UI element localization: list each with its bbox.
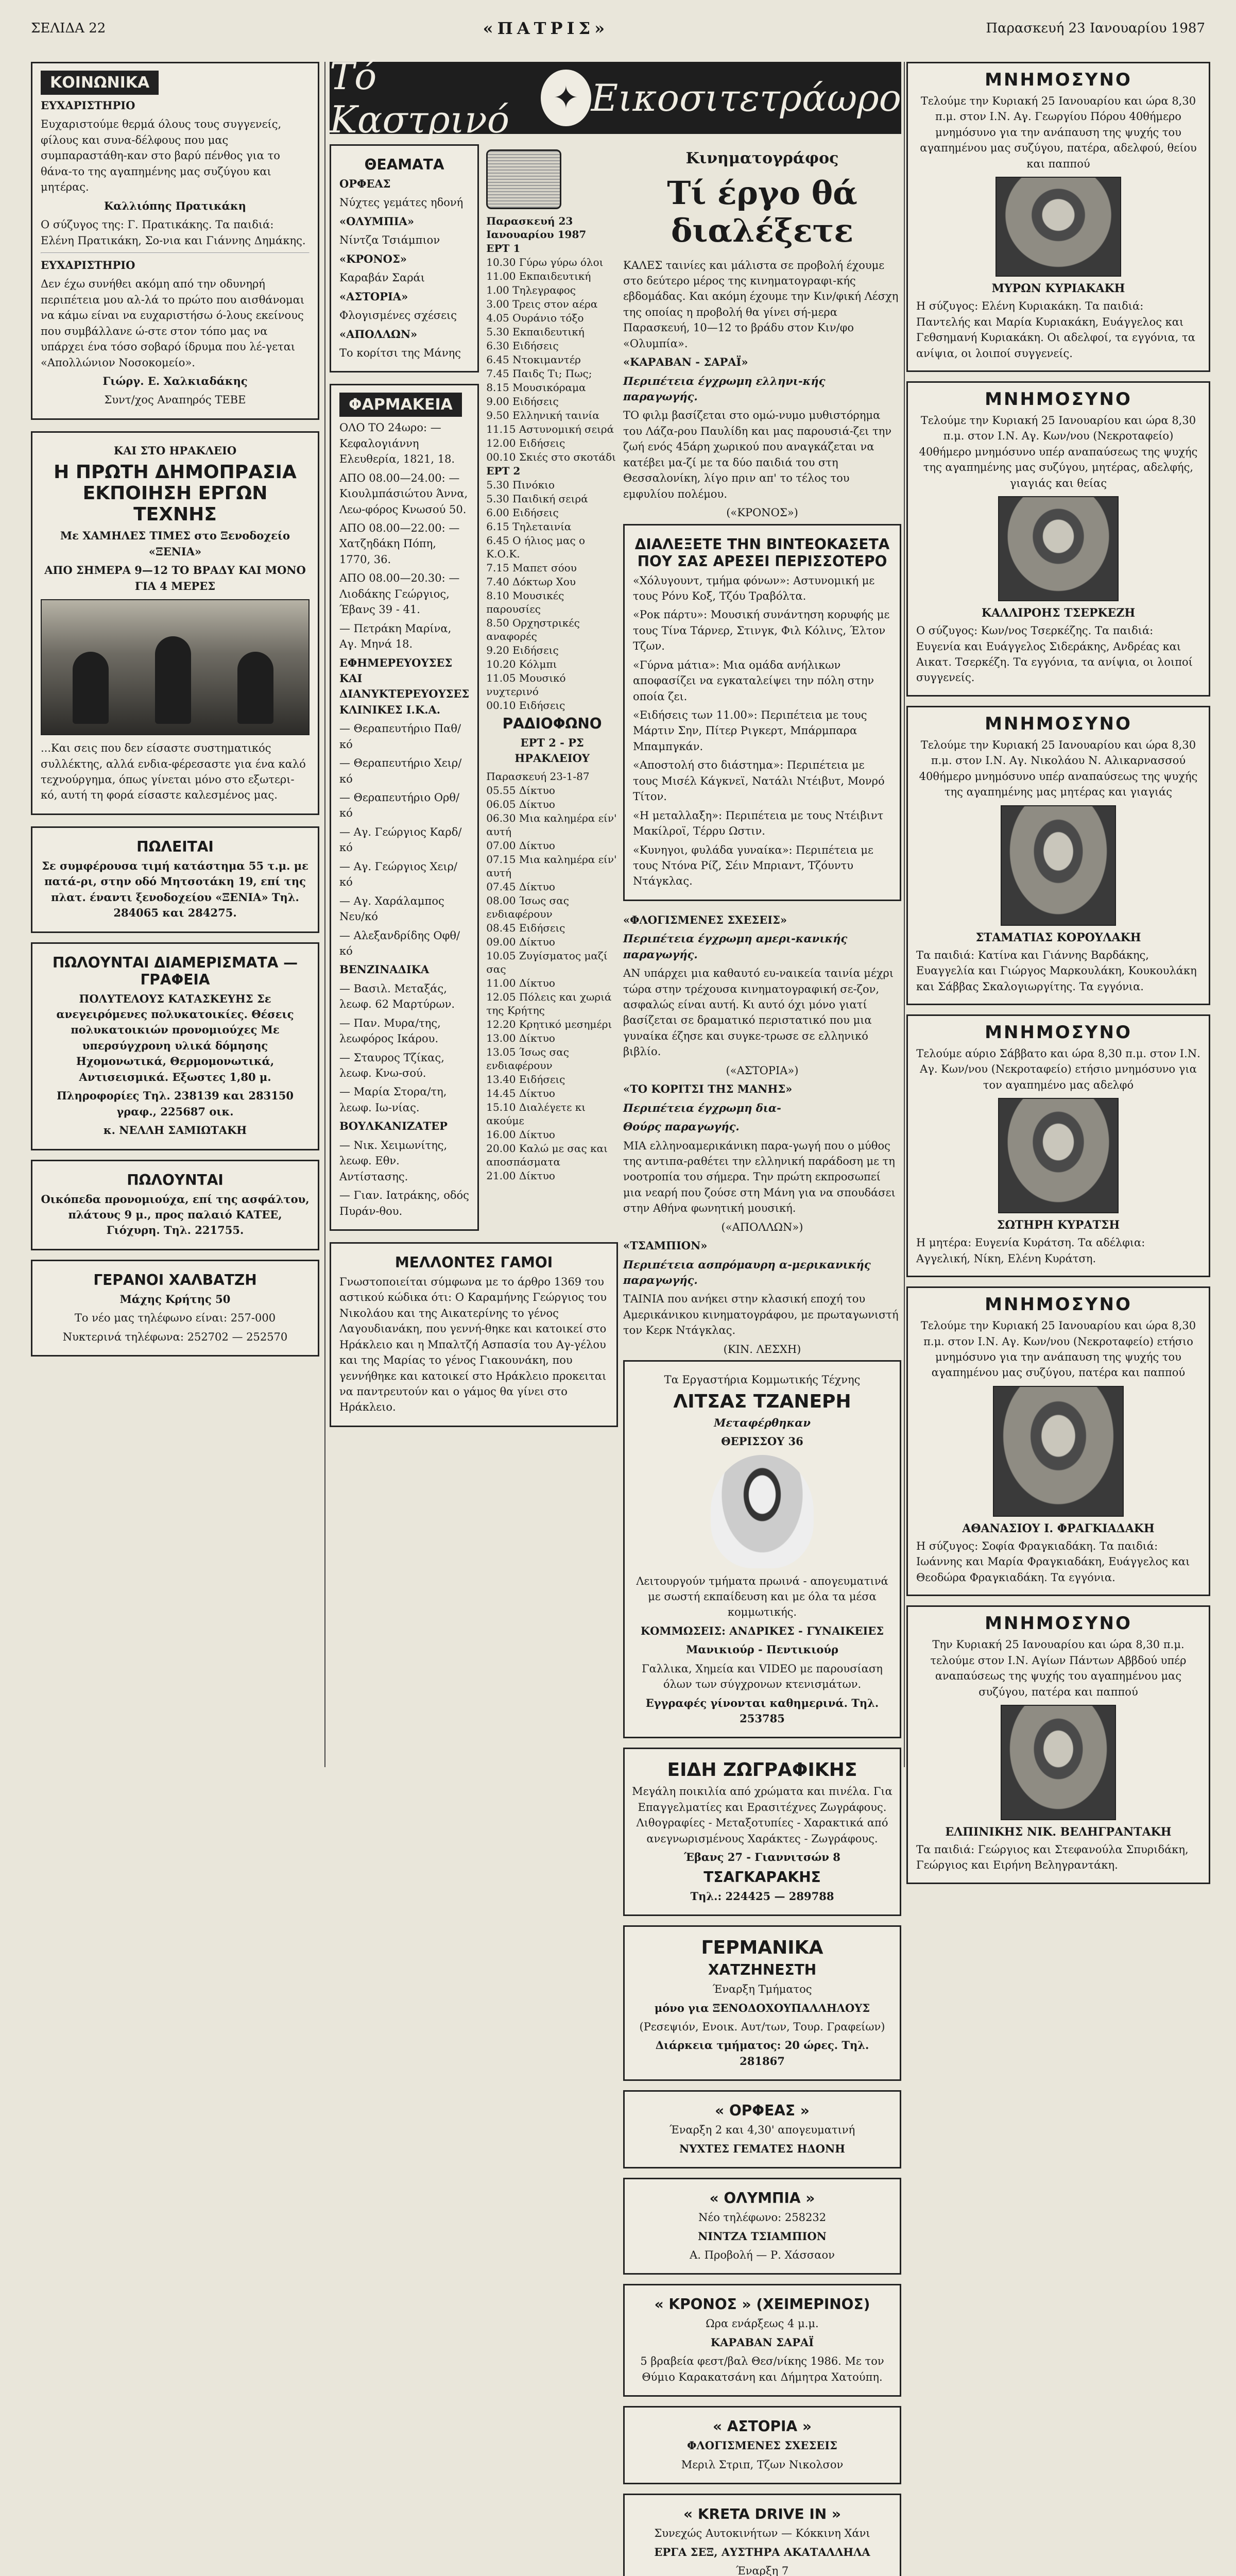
radio-subtitle: ΕΡΤ 2 - ΡΣ ΗΡΑΚΛΕΙΟΥ	[514, 736, 590, 765]
ad-kicker: Τα Εργαστήρια Κομμωτικής Τέχνης	[664, 1374, 861, 1386]
radio-title: ΡΑΔΙΟΦΩΝΟ	[502, 715, 602, 732]
tv-item: 8.15 Μουσικόραμα	[486, 381, 586, 394]
ad-text: μόνο για ΞΕΝΟΔΟΧΟΥΠΑΛΛΗΛΟΥΣ	[654, 2001, 870, 2014]
thanks-text: Ευχαριστούμε θερμά όλους τους συγγενείς, φίλους και συνα-δέλφους που μας συμπαραστάθη-καν στο βαρύ πένθος για το θάνα-το της αγαπημένης μας συζύγου και μητέρας.	[41, 118, 282, 194]
radio-item: 16.00 Δίκτυο	[486, 1128, 555, 1141]
ert1-label: ΕΡΤ 1	[486, 242, 521, 255]
memorial-text: Τελούμε την Κυριακή 25 Ιανουαρίου και ώρα 8,30 π.μ. στον Ι.Ν. Αγ. Κων/νου (Νεκροταφείο) ετήσιο μνημόσυνο για την ανάπαυση της ψυχής του αγαπημένου μας συζύγου, πατέρα και παππού	[920, 1319, 1196, 1379]
radio-item: 21.00 Δίκτυο	[486, 1169, 555, 1182]
sale-ad	[31, 826, 319, 933]
tv-item: 7.40 Δόκτωρ Χου	[486, 575, 576, 588]
video-item: «Ειδήσεις των 11.00»: Περιπέτεια με τους Μάρτιν Σην, Πίτερ Ριγκερτ, Μπάρμπαρα Μπαμπγκάν.	[633, 709, 867, 753]
memorial-family: Ο σύζυγος: Κων/νος Τσερκέζης. Τα παιδιά: Ευγενία και Ευάγγελος Σιδεράκης, Ανδρέας και Αικατ. Τσερκέζη. Τα εγγόνια, τα ανίψια, οι λοιποί συγγενείς.	[916, 624, 1193, 684]
radio-item: 12.20 Κρητικό μεσημέρι	[486, 1018, 612, 1030]
ad-phone: Εγγραφές γίνονται καθημερινά. Τηλ. 253785	[645, 1696, 879, 1725]
ad-moved: Μεταφέρθηκαν	[714, 1416, 811, 1429]
ad-text: Μανικιούρ - Πεντικιούρ	[686, 1643, 838, 1656]
auction-photo	[41, 599, 310, 735]
page-number: ΣΕΛΙΔΑ 22	[31, 21, 106, 36]
cinema-ad	[623, 2406, 901, 2484]
tv-item: 1.00 Τηλεγραφος	[486, 284, 576, 296]
memorial-name: ΕΛΠΙΝΙΚΗΣ ΝΙΚ. ΒΕΛΗΓΡΑΝΤΑΚΗ	[945, 1825, 1172, 1839]
auction-subtitle: Με ΧΑΜΗΛΕΣ ΤΙΜΕΣ στο Ξενοδοχείο «ΞΕΝΙΑ»	[60, 529, 290, 558]
memorial-title: ΜΝΗΜΟΣΥΝΟ	[985, 713, 1132, 734]
video-item: «Χόλυγουντ, τμήμα φόνων»: Αστυνομική με τους Ρόνυ Κοξ, Τζόυ Τραβόλτα.	[633, 574, 875, 602]
tv-banner	[330, 55, 901, 141]
video-title: ΔΙΑΛΕΞΕΤΕ ΤΗΝ ΒΙΝΤΕΟΚΑΣΕΤΑ ΠΟΥ ΣΑΣ ΑΡΕΣΕΙ ΠΕΡΙΣΣΟΤΕΡΟ	[634, 535, 890, 570]
auction-dates: ΑΠΟ ΣΗΜΕΡΑ 9—12 ΤΟ ΒΡΑΔΥ ΚΑΙ ΜΟΝΟ ΓΙΑ 4 ΜΕΡΕΣ	[44, 564, 306, 592]
article-sub: Περιπέτεια ασπρόμαυρη α-μερικανικής παραγωγής.	[623, 1258, 871, 1286]
fuel-item: — Παν. Μυρα/της, λεωφόρος Ικάρου.	[339, 1016, 441, 1045]
radio-item: 13.00 Δίκτυο	[486, 1031, 555, 1044]
article-sub: Θούρς παραγωγής.	[623, 1120, 740, 1133]
film-title: Νύχτες γεμάτες ηδονή	[339, 196, 464, 209]
cinema-ad	[623, 2090, 901, 2168]
radio-item: 20.00 Καλώ με σας και αποσπάσματα	[486, 1142, 608, 1168]
section-title: ΚΟΙΝΩΝΙΚΑ	[41, 71, 159, 95]
radio-item: 11.00 Δίκτυο	[486, 976, 555, 989]
ad-title: ΛΙΤΣΑΣ ΤΖΑΝΕΡΗ	[673, 1391, 851, 1412]
pharmacy-item: — Πετράκη Μαρίνα, Αγ. Μηνά 18.	[339, 622, 452, 651]
theatre-name: ΟΡΦΕΑΣ	[339, 177, 391, 190]
memorial-notice	[906, 381, 1210, 697]
cinema-kicker: Κινηματογράφος	[685, 149, 839, 167]
fuel-item: — Σταυρος Τζίκας, λεωφ. Κνω-σού.	[339, 1051, 444, 1079]
tv-item: 11.15 Αστυνομική σειρά	[486, 423, 614, 435]
tv-item: 6.00 Ειδήσεις	[486, 506, 559, 519]
theatres-box	[330, 144, 479, 372]
ad-title: ΓΕΡΜΑΝΙΚΑ	[701, 1937, 823, 1959]
review-text: ΤΟ φιλμ βασίζεται στο ομώ-νυμο μυθιστόρημα του Λάζα-ρου Παυλίδη και μας παρουσιά-ζει την ζωή ενός 45άρη χωρικού που αναγκάζεται να κατέβει μα-ζί με τα δύο παιδιά του στη Θεσσαλονίκη, λίγο πριν απ' το τέλος του εμφυλίου πολέμου.	[623, 409, 892, 500]
vulc-item: — Γιαν. Ιατράκης, οδός Πυράν-θου.	[339, 1189, 469, 1217]
clock-figure	[73, 652, 109, 724]
vulc-item: — Νικ. Χειμωνίτης, λεωφ. Εθν. Αντίστασης.	[339, 1139, 448, 1183]
radio-date: Παρασκευή 23-1-87	[486, 770, 590, 783]
column-social	[31, 62, 319, 1772]
auction-kicker: ΚΑΙ ΣΤΟ ΗΡΑΚΛΕΙΟ	[113, 444, 237, 457]
review-sub: Περιπέτεια έγχρωμη αμερι-κανικής παραγωγής.	[623, 932, 848, 961]
cinema-line: ΝΙΝΤΖΑ ΤΣΙΑΜΠΙΟΝ	[698, 2229, 827, 2243]
ert2-label: ΕΡΤ 2	[486, 465, 521, 477]
review-title: «ΦΛΟΓΙΣΜΕΝΕΣ ΣΧΕΣΕΙΣ»	[623, 913, 787, 926]
tv-item: 6.30 Ειδήσεις	[486, 340, 559, 352]
tv-item: 8.10 Μουσικές παρουσίες	[486, 589, 564, 615]
portrait-photo	[995, 177, 1121, 277]
video-list	[623, 524, 901, 901]
radio-item: 07.00 Δίκτυο	[486, 839, 555, 852]
memorial-family: Η σύζυγος: Σοφία Φραγκιαδάκη. Τα παιδιά: Ιωάννης και Μαρία Φραγκιαδάκη, Ευάγγελος και Θεοδώρα Φραγκιαδάκη. Τα εγγόνια.	[916, 1539, 1190, 1584]
tv-item: 11.00 Εκπαιδευτική	[486, 270, 591, 282]
tv-item: 8.50 Ορχηστρικές αναφορές	[486, 617, 580, 642]
tv-item: 5.30 Πινόκιο	[486, 479, 555, 491]
radio-item: 08.45 Ειδήσεις	[486, 921, 565, 934]
cinema-line: Συνεχώς Αυτοκινήτων — Κόκκινη Χάνι	[654, 2527, 870, 2540]
tv-item: 10.20 Κόλμπι	[486, 658, 557, 670]
memorial-name: ΚΑΛΛΙΡΟΗΣ ΤΣΕΡΚΕΖΗ	[981, 606, 1136, 620]
ad-text: Έναρξη Τμήματος	[712, 1983, 812, 1996]
tv-item: 11.05 Μουσικό νυχτερινό	[486, 672, 566, 698]
tv-item: 9.20 Ειδήσεις	[486, 644, 559, 656]
portrait-photo	[998, 496, 1119, 601]
auction-text: ...Και σεις που δεν είσαστε συστηματικός συλλέκτης, αλλά ενδια-φέρεσαστε για ένα καλό τεχνούργημα, όπως γίνεται μόνο στο εξωτερι-κό, αυτή τη φορά είσαστε καλεσμένος μας.	[41, 742, 306, 802]
article-title: «ΤΣΑΜΠΙΟΝ»	[623, 1239, 708, 1252]
radio-item: 08.00 Ίσως σας ενδιαφέρουν	[486, 894, 569, 920]
ad-text: ΠΟΛΥΤΕΛΟΥΣ ΚΑΤΑΣΚΕΥΗΣ Σε ανεγειρόμενες πολυκατοικίες. Θέσεις πολυκατοικιών προνομιούχες Με υπερσύγχρονη υλικά δόμησης Ηχομονωτικά, Θερμομονωτικά, Αντισεισμικά. Εξωστες 1,80 μ.	[56, 992, 294, 1083]
theatres-title: ΘΕΑΜΑΤΑ	[364, 156, 444, 173]
ika-item: — Αγ. Γεώργιος Καρδ/κό	[339, 825, 462, 854]
thanks-text: Δεν έχω συνήθει ακόμη από την οδυνηρή περιπέτεια μου αλ-λά το πρώτο που αισθάνομαι να κάμω είναι να ευχαριστήσω ό-λους εκείνους που συμβάλλανε ώ-στε στον τόπο μας να υπάρχει ένα τόσο σοβαρό ίδρυμα που λέ-γεται «Απολλώνιον Νοσοκομείο».	[41, 278, 305, 369]
ad-text: Γαλλικα, Χημεία και VIDEO με παρουσίαση όλων των σύγχρονων κτενισμάτων.	[642, 1662, 883, 1691]
cinema-name: « ΟΡΦΕΑΣ »	[715, 2102, 810, 2120]
cinema-title: Τί έργο θά διαλέξετε	[667, 174, 857, 249]
portrait-photo	[993, 1386, 1124, 1517]
cinema-line: Ωρα ενάρξεως 4 μ.μ.	[706, 2317, 819, 2330]
ad-name: κ. ΝΕΛΛΗ ΣΑΜΙΩΤΑΚΗ	[103, 1124, 247, 1137]
ad-contact: Πληροφορίες Τηλ. 238139 και 283150 γραφ., 225687 οικ.	[56, 1089, 294, 1118]
ad-day-phone: Το νέο μας τηλέφωνο είναι: 257-000	[74, 1312, 276, 1325]
ika-title: ΕΦΗΜΕΡΕΥΟΥΣΕΣ ΚΑΙ ΔΙΑΝΥΚΤΕΡΕΥΟΥΣΕΣ ΚΛΙΝΙΚΕΣ Ι.Κ.Α.	[339, 656, 470, 716]
tv-set-icon	[486, 149, 561, 209]
tv-item: 5.30 Εκπαιδευτική	[486, 326, 585, 338]
radio-item: 12.05 Πόλεις και χωριά της Κρήτης	[486, 990, 612, 1016]
cinema-name: « ΑΣΤΟΡΙΑ »	[713, 2418, 812, 2435]
memorial-title: ΜΝΗΜΟΣΥΝΟ	[985, 1613, 1132, 1634]
memorial-text: Την Κυριακή 25 Ιανουαρίου και ώρα 8,30 π.μ. τελούμε στον Ι.Ν. Αγίων Πάντων Αββδού υπέρ αναπαύσεως της ψυχής του αγαπημένου μας συζύγου, πατέρα και παππού	[930, 1638, 1187, 1698]
cranes-ad	[31, 1260, 319, 1357]
memorial-text: Τελούμε την Κυριακή 25 Ιανουαρίου και ώρα 8,30 π.μ. στον Ι.Ν. Αγ. Γεωργίου Πόρου 40θήμερο μνημόσυνο για την ανάπαυση της ψυχής του αγαπημένου μας συζύγου, πατέρα, αδελφού, θείου και παππού	[920, 95, 1197, 170]
ad-address: Έβανς 27 - Γιαννιτσών 8	[684, 1851, 840, 1864]
theatre-name: «ΑΣΤΟΡΙΑ»	[339, 290, 408, 303]
ad-night-phone: Νυκτερινά τηλέφωνα: 252702 — 252570	[62, 1330, 288, 1343]
tv-item: 6.15 Τηλεταινία	[486, 520, 572, 533]
apartments-ad	[31, 942, 319, 1150]
article-venue: («ΑΠΟΛΛΩΝ»)	[721, 1221, 803, 1233]
ad-address: Μάχης Κρήτης 50	[119, 1292, 231, 1306]
radio-item: 07.15 Μια καλημέρα είν' αυτή	[486, 853, 617, 879]
radio-item: 10.05 Ζυγίσματος μαζί σας	[486, 949, 608, 975]
review-sub: Περιπέτεια έγχρωμη ελληνι-κής παραγωγής.	[623, 374, 826, 403]
cinema-line: Έναρξη 2 και 4,30' απογευματινή	[669, 2124, 855, 2137]
woman-portrait-icon	[711, 1455, 814, 1568]
thanks-family: Ο σύζυγος της: Γ. Πρατικάκης. Τα παιδιά: Ελένη Πρατικάκη, Σο-νια και Γιάννης Δημάκης.	[41, 218, 306, 247]
ika-item: — Αγ. Χαράλαμπος Νευ/κό	[339, 894, 444, 923]
ad-phone: Τηλ.: 224425 — 289788	[690, 1889, 834, 1903]
ad-address: ΘΕΡΙΣΣΟΥ 36	[721, 1435, 803, 1448]
wedding-box	[330, 1242, 618, 1427]
clock-figure	[155, 636, 191, 724]
tv-date: Παρασκευή 23 Ιανουαρίου 1987	[486, 215, 587, 241]
radio-item: 13.40 Ειδήσεις	[486, 1073, 565, 1086]
memorial-name: ΣΩΤΗΡΗ ΚΥΡΑΤΣΗ	[997, 1218, 1120, 1232]
thanks-title: ΕΥΧΑΡΙΣΤΗΡΙΟ	[41, 258, 135, 272]
newspaper-name: «ΠΑΤΡΙΣ»	[483, 19, 609, 38]
ad-title: ΠΩΛΟΥΝΤΑΙ ΔΙΑΜΕΡΙΣΜΑΤΑ — ΓΡΑΦΕΙΑ	[52, 954, 298, 988]
cinema-line: ΦΛΟΓΙΣΜΕΝΕΣ ΣΧΕΣΕΙΣ	[687, 2439, 837, 2452]
ad-text: Οικόπεδα προνομιούχα, επί της ασφάλτου, πλάτους 9 μ., προς παλαιό ΚΑΤΕΕ, Γιόχυρη. Τηλ. 221755.	[41, 1192, 310, 1237]
memorial-family: Τα παιδιά: Κατίνα και Γιάννης Βαρδάκης, Ευαγγελία και Γιώργος Μαρκουλάκη, Κουκουλάκη και Σάββας Σκαλογιωργίτης. Τα εγγόνια.	[916, 948, 1197, 993]
ad-text: Μεγάλη ποικιλία από χρώματα και πινέλα. Για Επαγγελματίες και Ερασιτέχνες Ζωγράφους. Λιθογραφίες - Μεταξοτυπίες - Χαρακτικά από ανεγνωρισμένους Χαράκτες - Ζωγράφους.	[632, 1785, 892, 1845]
ad-text: Σε συμφέρουσα τιμή κατάστημα 55 τ.μ. με πατά-ρι, στην οδό Μητσοτάκη 19, επί της πλατ. έναντι ξενοδοχείου «ΞΕΝΙΑ» Τηλ. 284065 και 284275.	[42, 859, 308, 920]
tv-item: 00.10 Ειδήσεις	[486, 699, 565, 711]
tv-item: 4.05 Ουράνιο τόξο	[486, 312, 584, 324]
memorial-name: ΜΥΡΩΝ ΚΥΡΙΑΚΑΚΗ	[991, 282, 1125, 296]
radio-item: 07.45 Δίκτυο	[486, 880, 555, 893]
wedding-title: ΜΕΛΛΟΝΤΕΣ ΓΑΜΟΙ	[394, 1253, 553, 1271]
article-venue: (ΚΙΝ. ΛΕΣΧΗ)	[723, 1343, 801, 1355]
radio-item: 09.00 Δίκτυο	[486, 935, 555, 948]
pharmacy-item: ΟΛΟ ΤΟ 24ωρο: — Κεφαλογιάννη Ελευθερία, 1821, 18.	[339, 421, 455, 466]
tv-item: 6.45 Ο ήλιος μας ο Κ.Ο.Κ.	[486, 534, 586, 560]
tv-item: 9.00 Ειδήσεις	[486, 395, 559, 408]
ad-title: ΕΙΔΗ ΖΩΓΡΑΦΙΚΗΣ	[667, 1759, 857, 1781]
memorial-title: ΜΝΗΜΟΣΥΝΟ	[985, 388, 1132, 410]
fuel-item: — Βασιλ. Μεταξάς, λεωφ. 62 Μαρτύρων.	[339, 982, 455, 1011]
review-sub: Περιπέτεια έγχρωμη δια-	[623, 1101, 781, 1114]
tv-item: 7.45 Παιδς Τι; Πως;	[486, 367, 592, 380]
article-text: ΜΙΑ ελληνοαμερικάνικη παρα-γωγή που ο μύθος της αντιπα-ραθέτει την ελληνική παράδοση με τη νοοτροπία του σήμερα. Την πρώτη εκπροσωπεί μια νεαρή που ζούσε στη Μάνη για να σπουδάσει στην Αθήνα φωνητική μουσική.	[623, 1139, 896, 1215]
memorial-notice	[906, 1286, 1210, 1596]
radio-item: 05.55 Δίκτυο	[486, 784, 555, 796]
ad-text: (Ρεσεψιόν, Ενοικ. Αυτ/των, Τουρ. Γραφείων)	[639, 2020, 885, 2033]
ad-name: ΧΑΤΖΗΝΕΣΤΗ	[708, 1961, 817, 1979]
memorial-text: Τελούμε την Κυριακή 25 Ιανουαρίου και ώρα 8,30 π.μ. στον Ι.Ν. Αγ. Νικολάου Ν. Αλικαρνασσού 40θήμερο μνημόσυνο υπέρ αναπαύσεως της ψυχής της αγαπημένης μας μητέρας και γιαγιάς	[919, 738, 1198, 799]
fuel-title: ΒΕΝΖΙΝΑΔΙΚΑ	[339, 963, 430, 976]
memorial-notice	[906, 1605, 1210, 1884]
pharmacy-item: ΑΠΟ 08.00—24.00: — Κιουλμπάσιώτου Άννα, Λεω-φόρος Κνωσού 50.	[339, 471, 468, 516]
banner-right: Εικοσιτετράωρο	[591, 76, 901, 120]
memorial-family: Τα παιδιά: Γεώργιος και Στεφανούλα Σπυριδάκη, Γεώργιος και Ειρήνη Βεληγραντάκη.	[916, 1843, 1189, 1872]
film-title: Το κορίτσι της Μάνης	[339, 346, 461, 359]
cinema-line: ΝΥΧΤΕΣ ΓΕΜΑΤΕΣ ΗΔΟΝΗ	[679, 2142, 845, 2155]
memorial-notice	[906, 62, 1210, 372]
article-text: ΤΑΙΝΙΑ που ανήκει στην κλασική εποχή του Αμερικάνικου κινηματογράφου, με πρωταγωνιστή τον Κερκ Ντάγκλας.	[623, 1293, 899, 1337]
video-item: «Γύρνα μάτια»: Μια ομάδα ανήλικων αποφασίζει να εγκαταλείψει την πόλη στην οποία ζει.	[633, 658, 874, 703]
ika-item: — Θεραπευτήριο Παθ/κό	[339, 722, 461, 751]
memorial-family: Η σύζυγος: Ελένη Κυριακάκη. Τα παιδιά: Παντελής και Μαρία Κυριακάκη, Ευάγγελος και Γεθσημανή Κυριακάκη. Οι αδελφοί, τα εγγόνια, τα ανίψια, οι λοιποί συγγενείς.	[916, 300, 1195, 360]
plots-ad	[31, 1160, 319, 1250]
ika-item: — Αλεξανδρίδης Οφθ/κό	[339, 929, 460, 957]
ad-title: ΠΩΛΟΥΝΤΑΙ	[127, 1171, 224, 1189]
cinema-line: ΚΑΡΑΒΑΝ ΣΑΡΑΪ	[710, 2335, 814, 2349]
beauty-ad	[623, 1360, 901, 1738]
wedding-text: Γνωστοποιείται σύμφωνα με το άρθρο 1369 του αστικού κώδικα ότι: Ο Καραμήνης Γεώργιος του Νικολάου και της Αικατερίνης το γένος Λαγουδιανάκη, που γεννή-θηκε και κατοικεί στο Ηράκλειο και η Μπαλτζή Ασπασία του Αγ-γέλου και της Μαρίας το γένος Γιακουνάκη, που γεννήθηκε και κατοικεί στο Ηράκλειο προκειται να παντρευτούν και ο γάμος θα γίνει στο Ηράκλειο.	[339, 1275, 607, 1414]
ad-text: ΚΟΜΜΩΣΕΙΣ: ΑΝΔΡΙΚΕΣ - ΓΥΝΑΙΚΕΙΕΣ	[640, 1624, 884, 1637]
cinema-line: Έναρξη 7	[735, 2564, 789, 2576]
ad-text: Λειτουργούν τμήματα πρωινά - απογευματινά με σωστή εκπαίδευση και με όλα τα μέσα κομμωτικής.	[636, 1574, 888, 1619]
memorial-notice	[906, 1014, 1210, 1277]
ad-name: ΤΣΑΓΚΑΡΑΚΗΣ	[703, 1868, 821, 1886]
memorial-family: Η μητέρα: Ευγενία Κυράτση. Τα αδέλφια: Αγγελική, Νίκη, Ελένη Κυράτση.	[916, 1236, 1145, 1265]
cinema-name: « ΚΡΟΝΟΣ » (ΧΕΙΜΕΡΙΝΟΣ)	[654, 2296, 870, 2313]
film-title: Νίντζα Τσιάμπιον	[339, 234, 440, 247]
cinema-ad	[623, 2284, 901, 2397]
film-title: Καραβάν Σαράι	[339, 272, 425, 284]
emblem-icon: ✦	[541, 70, 591, 126]
radio-item: 06.30 Μια καλημέρα είν' αυτή	[486, 811, 617, 838]
column-tv	[330, 144, 618, 1772]
tv-item: 6.45 Ντοκιμαντέρ	[486, 353, 581, 366]
ad-title: ΠΩΛΕΙΤΑΙ	[136, 838, 214, 855]
memorial-name: ΑΘΑΝΑΣΙΟΥ Ι. ΦΡΑΓΚΙΑΔΑΚΗ	[962, 1521, 1155, 1535]
tv-item: 7.15 Μαπετ σόου	[486, 562, 577, 574]
theatre-name: «ΑΠΟΛΛΩΝ»	[339, 327, 418, 341]
art-auction	[31, 431, 319, 815]
german-ad	[623, 1925, 901, 2081]
review-title: «ΚΑΡΑΒΑΝ - ΣΑΡΑΪ»	[623, 355, 748, 369]
portrait-photo	[1001, 1705, 1116, 1820]
ad-phone: Διάρκεια τμήματος: 20 ώρες. Τηλ. 281867	[655, 2039, 869, 2067]
ad-title: ΓΕΡΑΝΟΙ ΧΑΛΒΑΤΖΗ	[93, 1271, 257, 1289]
tv-item: 00.10 Σκιές στο σκοτάδι	[486, 451, 616, 463]
memorial-text: Τελούμε αύριο Σάββατο και ώρα 8,30 π.μ. στον Ι.Ν. Αγ. Κων/νου (Νεκροταφείο) ετήσιο μνημόσυνο για τον αγαπημένο μας αδελφό	[916, 1047, 1200, 1091]
paint-ad	[623, 1748, 901, 1916]
cinema-name: « KRETA DRIVE IN »	[683, 2505, 842, 2523]
cinema-ad	[623, 2178, 901, 2275]
review-title: «ΤΟ ΚΟΡΙΤΣΙ ΤΗΣ ΜΑΝΗΣ»	[623, 1082, 793, 1096]
radio-item: 14.45 Δίκτυο	[486, 1087, 555, 1099]
review-venue: («ΑΣΤΟΡΙΑ»)	[726, 1064, 799, 1077]
thanks-signature: Γιώργ. Ε. Χαλκιαδάκης	[102, 375, 248, 387]
memorial-notice	[906, 706, 1210, 1005]
video-item: «Η μεταλλαξη»: Περιπέτεια με τους Ντέιβιντ Μακίλροϊ, Τέρρυ Ωστιν.	[633, 809, 884, 838]
pharmacy-title: ΦΑΡΜΑΚΕΙΑ	[339, 393, 462, 417]
theatre-name: «ΚΡΟΝΟΣ»	[339, 252, 407, 265]
memorial-title: ΜΝΗΜΟΣΥΝΟ	[985, 1294, 1132, 1315]
column-cinema	[623, 144, 901, 2576]
issue-date: Παρασκευή 23 Ιανουαρίου 1987	[986, 21, 1205, 36]
cinema-name: « ΟΛΥΜΠΙΑ »	[709, 2190, 815, 2207]
memorial-title: ΜΝΗΜΟΣΥΝΟ	[985, 1022, 1132, 1043]
pharmacy-item: ΑΠΟ 08.00—22.00: — Χατζηδάκη Πόπη, 1770, 36.	[339, 522, 460, 566]
tv-item: 5.30 Παιδική σειρά	[486, 493, 588, 505]
thanks-title: ΕΥΧΑΡΙΣΤΗΡΙΟ	[41, 99, 135, 112]
memorial-name: ΣΤΑΜΑΤΙΑΣ ΚΟΡΟΥΛΑΚΗ	[975, 930, 1141, 944]
video-item: «Κυνηγοι, φυλάδα γυναίκα»: Περιπέτεια με τους Ντόνα Ρίζ, Σέιν Μπριαντ, Τζόυντυ Ντάγκλας.	[633, 843, 873, 888]
thanks-signature: Καλλιόπης Πρατικάκη	[104, 199, 246, 212]
theatre-name: «ΟΛΥΜΠΙΑ»	[339, 214, 415, 228]
memorial-text: Τελούμε την Κυριακή 25 Ιανουαρίου και ώρα 8,30 π.μ. στον Ι.Ν. Αγ. Κων/νου (Νεκροταφείο) 40θήμερο μνημόσυνο υπέρ αναπαύσεως της ψυχής της αγαπημένης μας συζύγου, μητέρας, αδελφής, γιαγιάς και θείας	[919, 414, 1198, 489]
cinema-intro: ΚΑΛΕΣ ταινίες και μάλιστα σε προβολή έχουμε στο δεύτερο μέρος της κινηματογραφι-κής εβδομάδας. Και ακόμη έχουμε την Κιν/φική Λέσχη της οποίας η προβολή θα γίνει σή-μερα Παρασκευή, 10—12 το βράδυ στον Κιν/φο «Ολυμπία».	[623, 259, 899, 350]
pharmacy-box	[330, 384, 479, 1231]
memorial-title: ΜΝΗΜΟΣΥΝΟ	[985, 70, 1132, 90]
ika-item: — Αγ. Γεώργιος Χειρ/κό	[339, 860, 458, 889]
radio-item: 06.05 Δίκτυο	[486, 798, 555, 810]
social-section	[31, 62, 319, 420]
cinema-line: Α. Προβολή — Ρ. Χάσσαον	[690, 2249, 835, 2261]
radio-item: 15.10 Διαλέγετε κι ακούμε	[486, 1100, 586, 1127]
tv-item: 10.30 Γύρω γύρω όλοι	[486, 256, 604, 268]
auction-title: Η ΠΡΩΤΗ ΔΗΜΟΠΡΑΣΙΑ ΕΚΠΟΙΗΣΗ ΕΡΓΩΝ ΤΕΧΝΗΣ	[54, 462, 297, 526]
cinema-ad	[623, 2494, 901, 2576]
clock-figure	[237, 652, 273, 724]
page-header	[0, 0, 1236, 57]
ika-item: — Θεραπευτήριο Ορθ/κό	[339, 791, 460, 820]
review-text: ΑΝ υπάρχει μια καθαυτό ευ-ναικεία ταινία μέχρι τώρα στην τρέχουσα κινηματογραφική σε-ζον, ασφαλώς είναι αυτή. Κι αυτό όχι μόνο γιατί βασίζεται σε δραματικό περιστατικό που μια γυναίκα έζησε και συγκε-τρωσε σε ελληνικό βιβλίο.	[623, 967, 894, 1058]
cinema-line: 5 βραβεία φεστ/βαλ Θεσ/νίκης 1986. Με τον Θύμιο Καρακατσάνη και Δήμητρα Χατούπη.	[640, 2355, 884, 2383]
vulc-title: ΒΟΥΛΚΑΝΙΖΑΤΕΡ	[339, 1120, 448, 1133]
column-rule	[904, 62, 905, 1767]
thanks-role: Συντ/χος Αναπηρός ΤΕΒΕ	[104, 394, 246, 406]
column-memorials	[906, 62, 1210, 1872]
banner-left: Τό Καστρινό	[330, 55, 510, 141]
cinema-line: Μεριλ Στριπ, Τζων Νικολσον	[681, 2458, 844, 2471]
film-title: Φλογισμένες σχέσεις	[339, 309, 457, 322]
radio-item: 13.05 Ίσως σας ενδιαφέρουν	[486, 1045, 569, 1072]
video-item: «Αποστολή στο διάστημα»: Περιπέτεια με τους Μισέλ Κάγκνεϊ, Νατάλι Ντέιβυτ, Μονρό Τίτον.	[633, 759, 885, 803]
video-item: «Ροκ πάρτυ»: Μουσική συνάντηση κορυφής με τους Τίνα Τάρνερ, Στινγκ, Φιλ Κόλινς, Έλτον Τζων.	[633, 608, 890, 653]
tv-schedule	[486, 214, 618, 712]
cinema-line: ΕΡΓΑ ΣΕΞ, ΑΥΣΤΗΡΑ ΑΚΑΤΑΛΛΗΛΑ	[654, 2545, 870, 2558]
fuel-item: — Μαρία Στορα/τη, λεωφ. Ιω-νίας.	[339, 1086, 447, 1114]
portrait-photo	[998, 1098, 1119, 1213]
tv-item: 9.50 Ελληνική ταινία	[486, 409, 599, 421]
tv-item: 12.00 Ειδήσεις	[486, 437, 565, 449]
tv-item: 3.00 Τρεις στον αέρα	[486, 298, 598, 310]
radio-schedule	[486, 770, 618, 1182]
portrait-photo	[1001, 805, 1116, 926]
ika-item: — Θεραπευτήριο Χειρ/κό	[339, 757, 462, 785]
cinema-line: Νέο τηλέφωνο: 258232	[698, 2211, 827, 2224]
pharmacy-item: ΑΠΟ 08.00—20.30: — Λιοδάκης Γεώργιος, Έβανς 39 - 41.	[339, 572, 460, 616]
review-venue: («ΚΡΟΝΟΣ»)	[726, 506, 798, 519]
column-rule	[324, 62, 325, 1767]
